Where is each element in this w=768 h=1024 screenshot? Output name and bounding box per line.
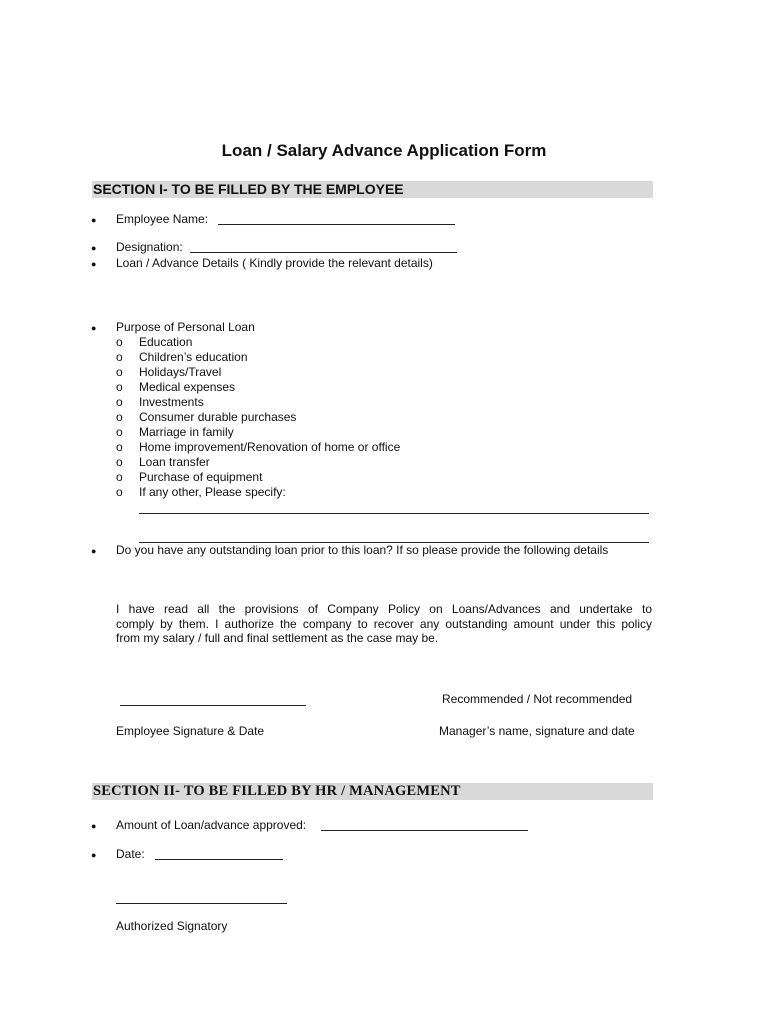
sub-bullet-icon: o xyxy=(116,410,123,424)
bullet-icon: ● xyxy=(91,215,97,225)
amount-approved-label: Amount of Loan/advance approved: xyxy=(116,818,307,832)
purpose-option[interactable]: Children’s education xyxy=(139,350,248,364)
purpose-option[interactable]: Purchase of equipment xyxy=(139,470,263,484)
bullet-icon: ● xyxy=(91,546,97,556)
sub-bullet-icon: o xyxy=(116,335,123,349)
employee-name-label: Employee Name: xyxy=(116,212,209,226)
employee-signature-line[interactable] xyxy=(120,705,306,706)
section-1-heading: SECTION I- TO BE FILLED BY THE EMPLOYEE xyxy=(93,181,404,197)
purpose-option[interactable]: If any other, Please specify: xyxy=(139,485,286,499)
sub-bullet-icon: o xyxy=(116,455,123,469)
section-2-header xyxy=(92,783,653,800)
sub-bullet-icon: o xyxy=(116,350,123,364)
sub-bullet-icon: o xyxy=(116,485,123,499)
employee-signature-label: Employee Signature & Date xyxy=(116,724,265,738)
date-label: Date: xyxy=(116,847,145,861)
employee-name-field[interactable] xyxy=(218,224,455,225)
purpose-option[interactable]: Holidays/Travel xyxy=(139,365,222,379)
designation-label: Designation: xyxy=(116,240,183,254)
purpose-option[interactable]: Marriage in family xyxy=(139,425,234,439)
other-purpose-field[interactable] xyxy=(139,513,649,514)
bullet-icon: ● xyxy=(91,323,97,333)
sub-bullet-icon: o xyxy=(116,470,123,484)
declaration-line: comply by them. I authorize the company to recover any outstanding amount under this policy xyxy=(116,616,652,631)
purpose-option[interactable]: Consumer durable purchases xyxy=(139,410,297,424)
purpose-option[interactable]: Loan transfer xyxy=(139,455,210,469)
bullet-icon: ● xyxy=(91,259,97,269)
outstanding-loan-question: Do you have any outstanding loan prior to this loan? If so please provide the following details xyxy=(116,543,609,557)
sub-bullet-icon: o xyxy=(116,380,123,394)
bullet-icon: ● xyxy=(91,243,97,253)
sub-bullet-icon: o xyxy=(116,425,123,439)
purpose-option[interactable]: Home improvement/Renovation of home or office xyxy=(139,440,401,454)
purpose-option[interactable]: Medical expenses xyxy=(139,380,236,394)
sub-bullet-icon: o xyxy=(116,365,123,379)
loan-details-label: Loan / Advance Details ( Kindly provide the relevant details) xyxy=(116,256,433,270)
declaration-paragraph xyxy=(116,602,652,646)
declaration-line: from my salary / full and final settlement as the case may be. xyxy=(116,631,439,645)
manager-signature-label: Manager’s name, signature and date xyxy=(439,724,635,738)
purpose-option[interactable]: Investments xyxy=(139,395,204,409)
authorized-signatory-label: Authorized Signatory xyxy=(116,919,228,933)
bullet-icon: ● xyxy=(91,821,97,831)
sub-bullet-icon: o xyxy=(116,440,123,454)
section-1-header xyxy=(92,181,653,198)
sub-bullet-icon: o xyxy=(116,395,123,409)
date-field[interactable] xyxy=(155,859,283,860)
recommendation-text: Recommended / Not recommended xyxy=(442,692,633,706)
declaration-line: I have read all the provisions of Company Policy on Loans/Advances and undertake to xyxy=(116,602,652,616)
page-title: Loan / Salary Advance Application Form xyxy=(221,141,547,160)
designation-field[interactable] xyxy=(190,252,457,253)
bullet-icon: ● xyxy=(91,850,97,860)
purpose-option[interactable]: Education xyxy=(139,335,193,349)
section-2-heading: SECTION II- TO BE FILLED BY HR / MANAGEMENT xyxy=(93,783,461,799)
purpose-label: Purpose of Personal Loan xyxy=(116,320,255,334)
amount-approved-field[interactable] xyxy=(321,830,528,831)
authorized-signature-line[interactable] xyxy=(116,903,287,904)
